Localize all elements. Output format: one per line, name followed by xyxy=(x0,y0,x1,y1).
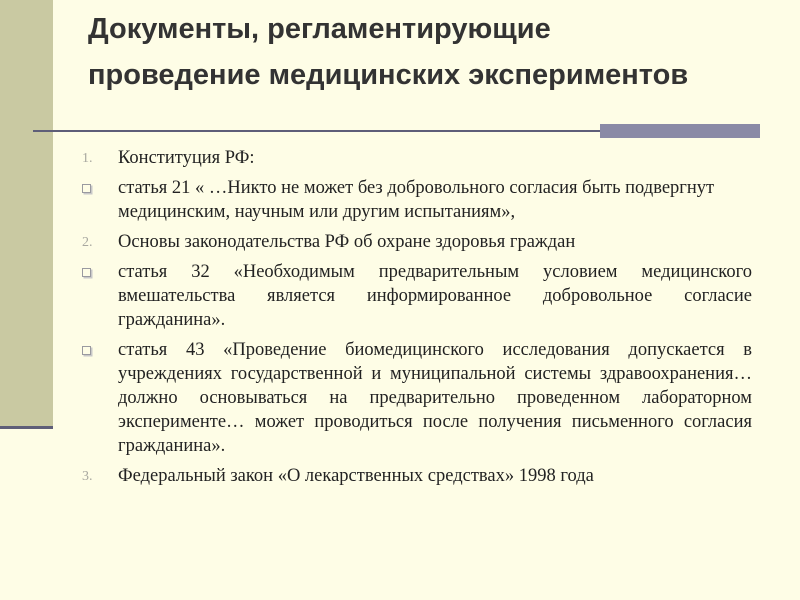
content-list xyxy=(82,146,752,494)
list-item-federal-law xyxy=(82,464,752,488)
slide-title xyxy=(88,6,788,98)
list-item-constitution xyxy=(82,146,752,170)
list-item-text: Основы законодательства РФ об охране здоровья граждан xyxy=(118,232,576,252)
list-number: 3. xyxy=(82,469,93,484)
list-number: 1. xyxy=(82,151,93,166)
title-divider-accent xyxy=(600,124,760,138)
square-bullet-icon xyxy=(82,346,91,355)
list-item-text: Федеральный закон «О лекарственных средствах» 1998 года xyxy=(118,466,594,486)
title-divider-line xyxy=(33,130,603,132)
list-item-text: Конституция РФ: xyxy=(118,148,255,168)
list-item-text: статья 43 «Проведение биомедицинского исследования допускается в учреждениях государственной и муниципальной системы здравоохранения… должно основываться на предварительно проведенном лабораторном эксперименте… может проводиться после получения письменного согласия гражданина». xyxy=(118,340,752,456)
slide-title-line-2: проведение медицинских экспериментов xyxy=(88,59,689,91)
slide-title-line-1: Документы, регламентирующие xyxy=(88,13,551,45)
list-item-text: статья 21 « …Никто не может без добровольного согласия быть подвергнут медицинским, научным или другим испытаниям», xyxy=(118,178,715,222)
list-item-article-32 xyxy=(82,260,752,332)
square-bullet-icon xyxy=(82,184,91,193)
list-item-article-21 xyxy=(82,176,752,224)
list-number: 2. xyxy=(82,235,93,250)
left-band-rule xyxy=(0,426,53,429)
list-item-article-43 xyxy=(82,338,752,458)
list-item-health-law xyxy=(82,230,752,254)
square-bullet-icon xyxy=(82,268,91,277)
list-item-text: статья 32 «Необходимым предварительным условием медицинского вмешательства является информированное добровольное согласие гражданина». xyxy=(118,262,752,330)
left-decorative-band xyxy=(0,0,53,428)
